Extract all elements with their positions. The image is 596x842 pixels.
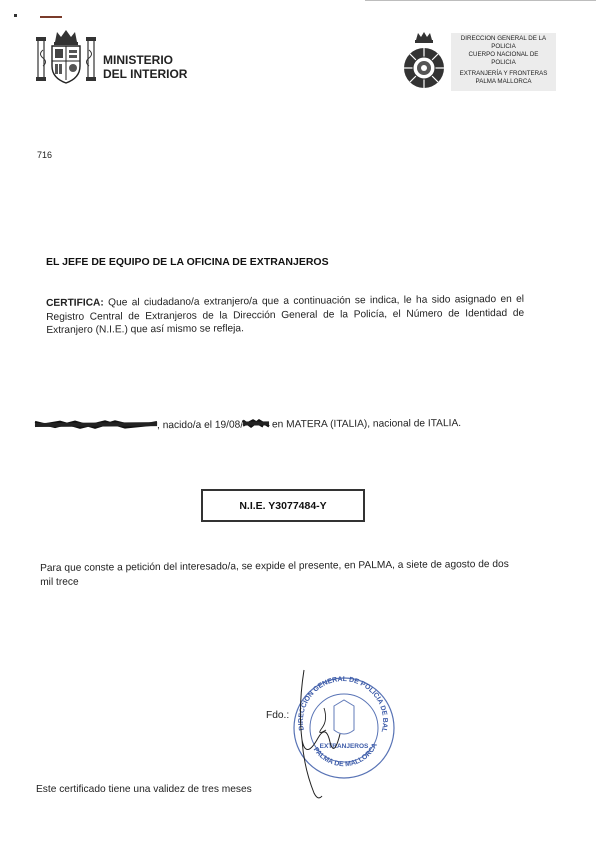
stamp-inner-text: EXTRANJEROS xyxy=(319,743,369,750)
redacted-name xyxy=(35,419,157,430)
police-badge-icon xyxy=(400,32,448,90)
certification-paragraph xyxy=(46,293,524,338)
redacted-year xyxy=(243,418,269,428)
certifica-label: CERTIFICA: xyxy=(46,297,104,309)
police-line: DIRECCION GENERAL DE LA xyxy=(460,35,547,42)
document-heading: EL JEFE DE EQUIPO DE LA OFICINA DE EXTRANJEROS xyxy=(46,256,329,268)
coat-of-arms-icon xyxy=(35,28,97,86)
reference-number: 716 xyxy=(37,150,53,160)
nationality-text: en MATERA (ITALIA), nacional de ITALIA. xyxy=(269,418,462,431)
nie-number: N.I.E. Y3077484-Y xyxy=(239,499,327,512)
validity-note: Este certificado tiene una validez de tres meses xyxy=(36,784,252,795)
ministry-name xyxy=(103,53,187,81)
police-line: EXTRANJERÍA Y FRONTERAS xyxy=(459,70,548,77)
person-line xyxy=(35,417,461,432)
header-rule xyxy=(40,16,62,18)
handwritten-signature xyxy=(294,668,354,803)
signature-label: Fdo.: xyxy=(266,710,290,721)
stamp-bottom-text: PALMA DE MALLORCA xyxy=(311,742,379,769)
ministry-line1: MINISTERIO xyxy=(103,53,174,67)
police-line: POLICIA xyxy=(491,59,516,66)
police-line: CUERPO NACIONAL DE xyxy=(468,51,539,58)
certification-text: Que al ciudadano/a extranjero/a que a continuación se indica, le ha sido asignado en el Registro Central de Extranjeros de la Dirección General de la Policía, el Número de Identidad de Extranjero (N.I.E.) que así mismo se refleja. xyxy=(46,293,525,336)
stamp-ring-text: DIRECCION GENERAL DE POLICIA DE BALEARES xyxy=(285,667,389,734)
corner-mark xyxy=(14,14,17,17)
ministry-line2: DEL INTERIOR xyxy=(103,67,188,81)
nie-number-box xyxy=(201,489,365,522)
top-edge-rule xyxy=(365,0,596,1)
closing-paragraph: Para que conste a petición del interesado/a, se expide el presente, en PALMA, a siete de agosto de dos mil trece xyxy=(40,558,509,588)
police-department-block xyxy=(451,33,556,91)
birth-text: , nacido/a el 19/08/ xyxy=(157,419,244,432)
police-line: POLICIA xyxy=(491,43,516,50)
police-line: PALMA MALLORCA xyxy=(475,78,532,85)
